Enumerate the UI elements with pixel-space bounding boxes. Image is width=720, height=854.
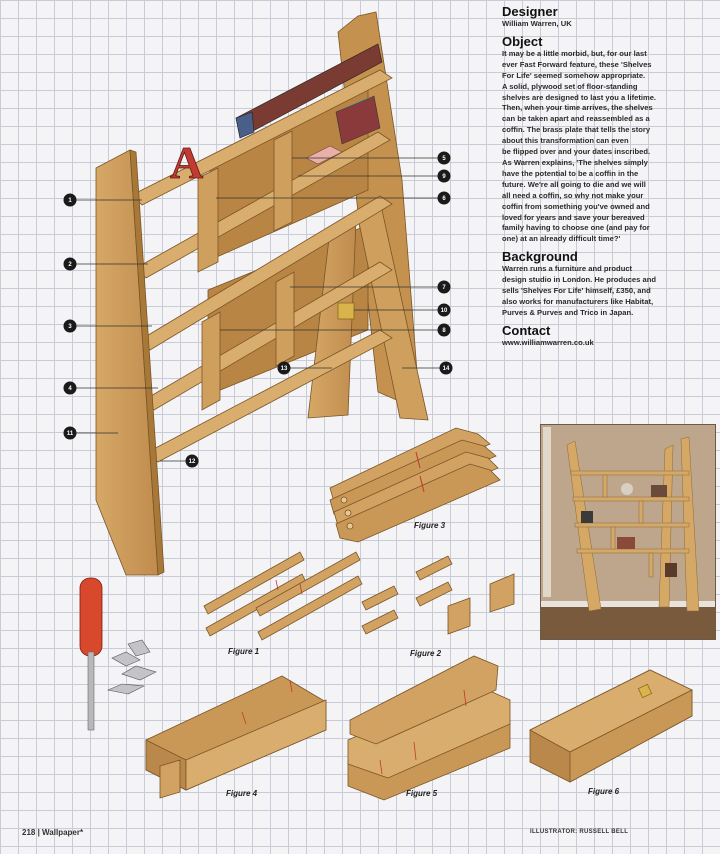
divider-d (276, 272, 294, 366)
figure-5-coffin-open (348, 656, 510, 800)
object-line: have the potential to be a coffin in the (502, 168, 639, 178)
callout-12 (186, 455, 199, 468)
background-heading: Background (502, 249, 578, 265)
figure-1-shelves (204, 552, 362, 640)
object-line: all need a coffin, so why not make your (502, 190, 644, 200)
background-line: Purves & Purves and Trico in Japan. (502, 307, 634, 317)
designer-heading: Designer (502, 4, 558, 19)
object-line: coffin from something you've owned and (502, 201, 650, 211)
object-line: It may be a little morbid, but, for our last (502, 48, 647, 58)
background-line: design studio in London. He produces and (502, 275, 656, 285)
object-line: coffin. The brass plate that tells the story (502, 125, 651, 135)
object-line: one) at an already difficult time?' (502, 234, 621, 244)
figure-6-label: Figure 6 (588, 787, 620, 796)
object-line: about this transformation can even (502, 136, 629, 146)
figure-4-frame (146, 676, 326, 798)
background-line: sells 'Shelves For Life' himself, £350, and (502, 286, 651, 296)
callout-4 (64, 382, 77, 395)
svg-text:13: 13 (280, 366, 288, 373)
object-line: A solid, plywood set of floor-standing (502, 81, 638, 91)
product-photo (540, 424, 716, 640)
figure-6-coffin-closed (530, 670, 692, 782)
object-line: ever Fast Forward feature, these 'Shelves (502, 59, 652, 69)
divider-c (202, 312, 220, 410)
figure-3-label: Figure 3 (414, 521, 446, 530)
callout-11 (64, 427, 77, 440)
contact-heading: Contact (502, 322, 551, 338)
svg-text:5: 5 (442, 156, 446, 163)
callout-10 (438, 304, 451, 317)
object-line: As Warren explains, 'The shelves simply (502, 157, 648, 167)
figure-2-parts (362, 556, 514, 634)
page-number: 218 (22, 828, 36, 837)
callout-2 (64, 258, 77, 271)
svg-text:3: 3 (68, 324, 72, 331)
letter-sculpture: A (170, 137, 204, 188)
callout-13 (278, 362, 291, 375)
object-line: shelves are designed to last you a lifetime. (502, 92, 657, 102)
object-line: future. We're all going to die and we will (502, 179, 646, 189)
object-heading: Object (502, 33, 543, 49)
screwdriver (80, 578, 102, 730)
object-line: Then, when your time arrives, the shelves (502, 103, 653, 113)
svg-text:9: 9 (442, 174, 446, 181)
svg-text:8: 8 (442, 328, 446, 335)
article-text (502, 4, 716, 349)
svg-text:12: 12 (188, 459, 196, 466)
figure-5-label: Figure 5 (406, 789, 438, 798)
object-line: For Life' seemed somehow appropriate. (502, 70, 646, 80)
callout-1 (64, 194, 77, 207)
svg-text:10: 10 (440, 308, 448, 315)
object-line: can be taken apart and reassembled as a (502, 114, 650, 124)
contact-url[interactable]: www.williamwarren.co.uk (502, 337, 594, 347)
callout-7 (438, 281, 451, 294)
callout-6 (438, 192, 451, 205)
page-footer: 218 | Wallpaper* (22, 828, 84, 837)
svg-text:11: 11 (66, 431, 74, 438)
figure-4-label: Figure 4 (226, 789, 258, 798)
cd-rack-end (236, 112, 254, 138)
designer-name: William Warren, UK (502, 19, 572, 28)
figure-2-label: Figure 2 (410, 649, 442, 658)
svg-text:14: 14 (442, 366, 450, 373)
svg-text:4: 4 (68, 386, 72, 393)
object-line: be flipped over and your dates inscribed. (502, 147, 651, 157)
object-line: family having to choose one (and pay for (502, 223, 650, 233)
object-line: loved for years and save your bereaved (502, 212, 645, 222)
svg-text:7: 7 (442, 285, 446, 292)
figure-1-label: Figure 1 (228, 647, 260, 656)
background-line: also works for manufacturers like Habitat, (502, 296, 654, 306)
callout-5 (438, 152, 451, 165)
svg-text:2: 2 (68, 262, 72, 269)
illustrator-credit: ILLUSTRATOR: RUSSELL BELL (530, 829, 629, 835)
screws (108, 640, 156, 694)
callout-14 (440, 362, 453, 375)
callout-3 (64, 320, 77, 333)
svg-text:1: 1 (68, 198, 72, 205)
background-line: Warren runs a furniture and product (502, 264, 633, 274)
magazine-name: Wallpaper* (42, 828, 84, 837)
svg-text:6: 6 (442, 196, 446, 203)
callout-8 (438, 324, 451, 337)
brass-plate (338, 303, 354, 319)
divider-b (274, 131, 292, 231)
callout-9 (438, 170, 451, 183)
